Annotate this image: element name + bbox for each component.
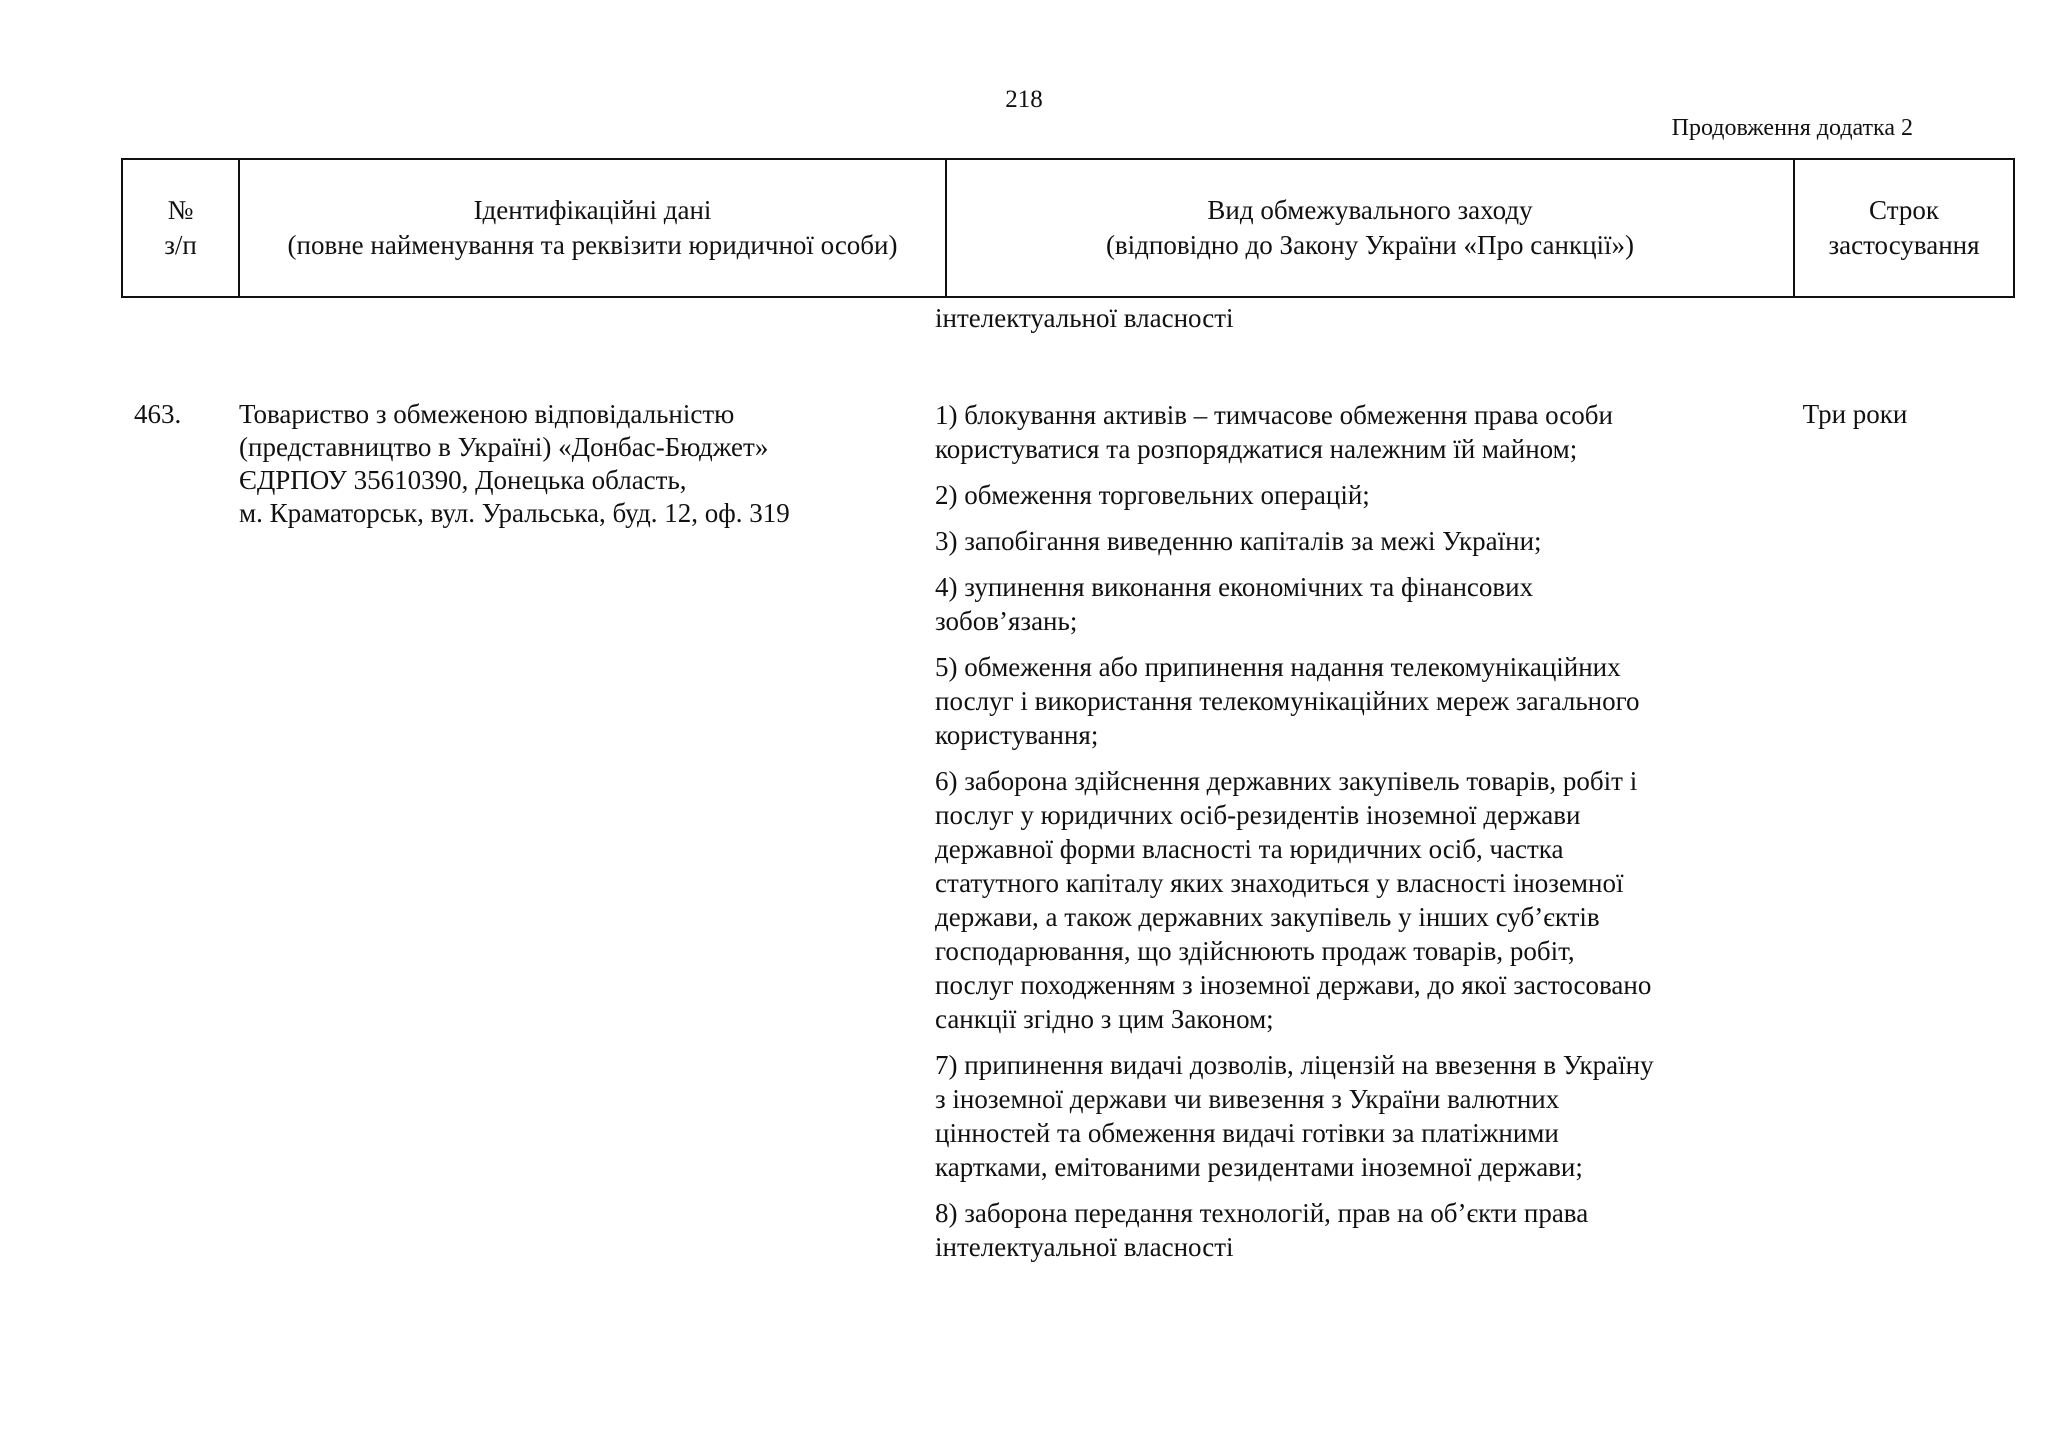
- carry-over-text: інтелектуальної власності: [935, 303, 1234, 333]
- measure-line: послуг походженням з іноземної держави, до якої застосовано: [935, 970, 1652, 1000]
- header-measure-cell: [946, 159, 1794, 297]
- header-number-cell: [122, 159, 239, 297]
- measure-line: 7) припинення видачі дозволів, ліцензій на ввезення в Україну: [935, 1050, 1654, 1080]
- page-number: 218: [1005, 86, 1043, 113]
- measure-line: 6) заборона здійснення державних закупівель товарів, робіт і: [935, 766, 1638, 796]
- header-term-line: застосування: [1828, 230, 1980, 260]
- measure-line: картками, емітованими резидентами іноземної держави;: [935, 1152, 1583, 1182]
- measure-line: послуг у юридичних осіб-резидентів іноземної держави: [935, 800, 1581, 830]
- entity-line: Товариство з обмеженою відповідальністю: [239, 399, 735, 429]
- measure-item: [935, 398, 1735, 466]
- header-term-line: Строк: [1869, 195, 1939, 225]
- measure-item: [935, 570, 1735, 638]
- measure-item: [935, 478, 1735, 512]
- measure-line: 5) обмеження або припинення надання телекомунікаційних: [935, 652, 1621, 682]
- measure-line: інтелектуальної власності: [935, 1232, 1234, 1262]
- measure-line: санкції згідно з цим Законом;: [935, 1004, 1274, 1034]
- measure-line: статутного капіталу яких знаходиться у власності іноземної: [935, 868, 1624, 898]
- measure-line: з іноземної держави чи вивезення з України валютних: [935, 1084, 1560, 1114]
- measure-line: користування;: [935, 720, 1099, 750]
- measure-item: [935, 764, 1735, 1036]
- header-measure-line: (відповідно до Закону України «Про санкції»): [1105, 230, 1635, 260]
- header-identification-cell: [239, 159, 946, 297]
- row-number: 463.: [134, 399, 182, 429]
- measure-line: 3) запобігання виведенню капіталів за межі України;: [935, 526, 1542, 556]
- measure-item: [935, 1048, 1735, 1184]
- measure-line: 2) обмеження торговельних операцій;: [935, 480, 1370, 510]
- measure-item: [935, 650, 1735, 752]
- measure-line: цінностей та обмеження видачі готівки за платіжними: [935, 1118, 1559, 1148]
- measure-line: 1) блокування активів – тимчасове обмеження права особи: [935, 400, 1613, 430]
- header-number-line: з/п: [164, 230, 197, 260]
- table-header: [121, 158, 2015, 298]
- entity-line: м. Краматорськ, вул. Уральська, буд. 12, оф. 319: [239, 498, 790, 528]
- term-cell: Три роки: [1802, 399, 1908, 429]
- entity-details: [239, 398, 899, 530]
- measure-item: [935, 524, 1735, 558]
- measure-line: послуг і використання телекомунікаційних мереж загального: [935, 686, 1640, 716]
- measures-list: [935, 398, 1735, 1276]
- entity-line: ЄДРПОУ 35610390, Донецька область,: [239, 465, 687, 495]
- measure-line: 8) заборона передання технологій, прав на об’єкти права: [935, 1198, 1589, 1228]
- continuation-label: Продовження додатка 2: [1671, 115, 1913, 141]
- measure-line: господарювання, що здійснюють продаж товарів, робіт,: [935, 936, 1575, 966]
- header-term-cell: [1794, 159, 2014, 297]
- measure-line: держави, а також державних закупівель у інших суб’єктів: [935, 902, 1600, 932]
- header-identification-line: Ідентифікаційні дані: [473, 195, 712, 225]
- header-identification-line: (повне найменування та реквізити юридичної особи): [287, 230, 898, 260]
- measure-line: державної форми власності та юридичних осіб, частка: [935, 834, 1564, 864]
- entity-line: (представництво в Україні) «Донбас-Бюджет»: [239, 432, 769, 462]
- measure-line: зобов’язань;: [935, 606, 1078, 636]
- header-measure-line: Вид обмежувального заходу: [1207, 195, 1533, 225]
- measure-line: 4) зупинення виконання економічних та фінансових: [935, 572, 1534, 602]
- header-number-line: №: [167, 195, 194, 225]
- measure-line: користуватися та розпоряджатися належним їй майном;: [935, 434, 1578, 464]
- measure-item: [935, 1196, 1735, 1264]
